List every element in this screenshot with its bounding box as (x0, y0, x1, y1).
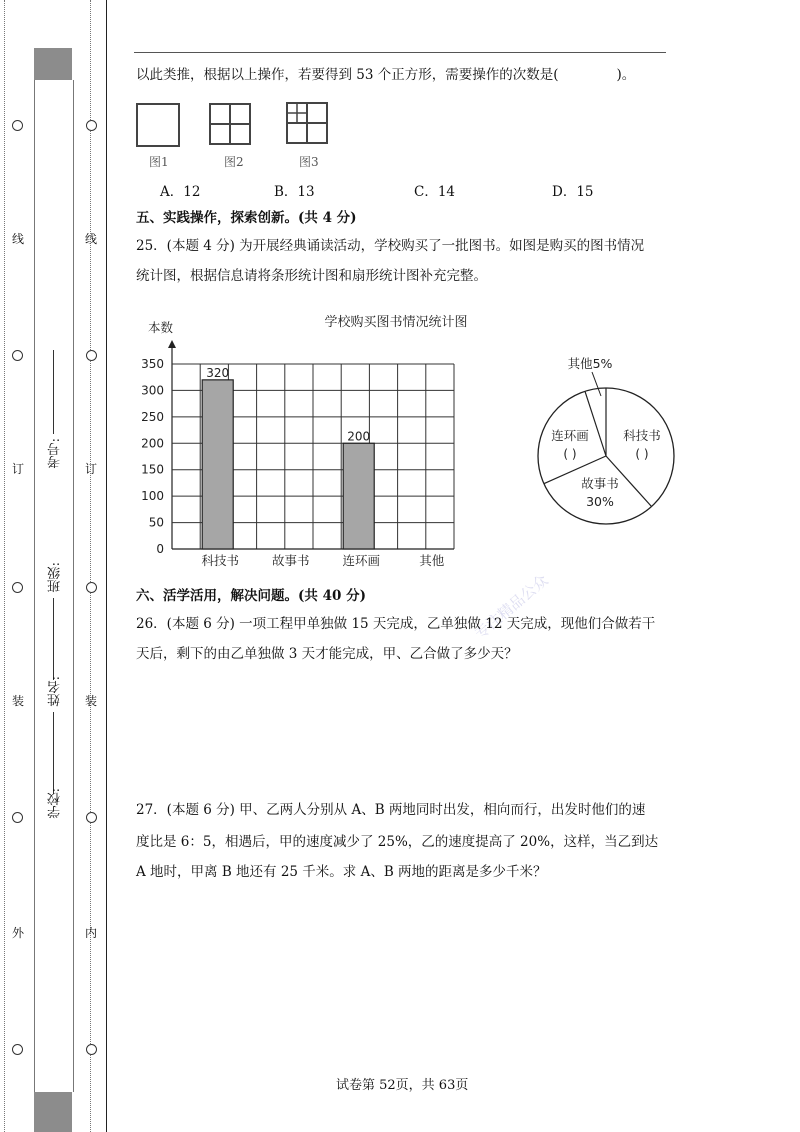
pie-label-science: 科技书 (623, 428, 661, 443)
binding-circle (12, 120, 23, 131)
chart-y-tick-label: 150 (141, 462, 164, 477)
q26-line-2: 天后，剩下的由乙单独做 3 天才能完成，甲、乙合做了多少天？ (136, 646, 518, 662)
figure-1-label: 图1 (149, 155, 169, 169)
inner-mark-zhuang: 装 (84, 694, 97, 708)
inner-mark-ding: 订 (84, 462, 97, 476)
chart-y-tick-label: 0 (156, 542, 164, 556)
chart-x-tick-label: 连环画 (342, 553, 381, 568)
chart-bar (202, 380, 233, 549)
q24-option-b[interactable]: B．13 (274, 184, 315, 200)
top-rule (134, 52, 666, 53)
chart-y-tick-label: 100 (141, 489, 164, 504)
binding-circle (12, 1044, 23, 1055)
q25-line-1: 25．(本题 4 分) 为开展经典诵读活动，学校购买了一批图书。如图是购买的图书情况 (136, 238, 645, 254)
outer-dotted-line (4, 0, 6, 1132)
q27-line-2: 度比是 6：5，相遇后，甲的速度减少了 25%，乙的速度提高了 20%，这样，当乙到达 (136, 834, 659, 850)
q24-option-d[interactable]: D．15 (552, 184, 594, 200)
binding-circle (12, 582, 23, 593)
chart-y-tick-label: 250 (141, 409, 164, 424)
binding-circle (86, 582, 97, 593)
outer-mark-ding: 订 (11, 462, 24, 476)
pie-label-comic: 连环画 (551, 428, 589, 443)
inner-dotted-line (90, 0, 92, 1132)
margin-gray-block-bottom (34, 1092, 72, 1132)
outer-mark-wai: 外 (11, 926, 24, 940)
figure-1-square (136, 103, 180, 147)
q24-option-c[interactable]: C．14 (414, 184, 456, 200)
figure-3-drawing (285, 101, 331, 147)
figure-2-label: 图2 (224, 155, 244, 169)
q25-line-2: 统计图，根据信息请将条形统计图和扇形统计图补充完整。 (136, 268, 487, 284)
q27-line-3: A 地时，甲离 B 地还有 25 千米。求 A、B 两地的距离是多少千米？ (136, 864, 547, 880)
pie-label-story: 故事书 (581, 476, 619, 491)
outer-mark-xian: 线 (11, 232, 24, 246)
binding-circle (86, 120, 97, 131)
q26-line-1: 26．(本题 6 分) 一项工程甲单独做 15 天完成，乙单独做 12 天完成，现他们合做若干 (136, 616, 656, 632)
page-footer: 试卷第 52页，共 63页 (336, 1078, 469, 1093)
chart-y-axis-label: 本数 (148, 320, 174, 335)
inner-mark-xian: 线 (84, 232, 97, 246)
statistics-figure (130, 300, 690, 580)
field-label-school: 学校: (48, 788, 63, 819)
chart-title: 学校购买图书情况统计图 (324, 315, 468, 330)
pie-blank-comic: ( ) (563, 447, 577, 461)
statistics-chart-svg (130, 300, 690, 580)
q26-answer-area[interactable] (136, 672, 666, 792)
binding-circle (12, 350, 23, 361)
q27-answer-area[interactable] (136, 892, 666, 1062)
watermark: 专注精品公众 (471, 571, 552, 643)
field-blank-class[interactable] (53, 598, 54, 680)
figure-3-label: 图3 (299, 155, 319, 169)
field-label-class: 班级: (48, 562, 63, 593)
section-6-heading: 六、活学活用，解决问题。(共 40 分) (136, 588, 366, 604)
figure-2-drawing (209, 103, 253, 147)
field-blank-exam-no[interactable] (53, 350, 54, 434)
chart-x-tick-label: 科技书 (201, 553, 240, 568)
q24-option-a[interactable]: A．12 (160, 184, 201, 200)
chart-y-tick-label: 50 (148, 515, 164, 530)
inner-mark-nei: 内 (84, 926, 97, 940)
chart-y-tick-label: 350 (141, 357, 164, 371)
binding-circle (12, 812, 23, 823)
binding-circle (86, 1044, 97, 1055)
pie-blank-science: ( ) (635, 447, 649, 461)
outer-mark-zhuang: 装 (11, 694, 24, 708)
margin-gray-block-top (34, 48, 72, 80)
chart-data-label: 200 (347, 429, 371, 444)
chart-bar (343, 443, 374, 549)
pie-label-other: 其他5% (567, 356, 613, 371)
chart-x-tick-label: 其他 (419, 553, 445, 568)
q24-stem: 以此类推，根据以上操作，若要得到 53 个正方形，需要操作的次数是( )。 (136, 67, 636, 83)
q27-line-1: 27．(本题 6 分) 甲、乙两人分别从 A、B 两地同时出发，相向而行，出发时他们的速 (136, 802, 646, 818)
content-edge-line (106, 0, 107, 1132)
chart-x-tick-label: 故事书 (272, 553, 310, 568)
chart-y-tick-label: 200 (141, 436, 164, 451)
binding-circle (86, 812, 97, 823)
field-blank-name[interactable] (53, 712, 54, 794)
binding-circle (86, 350, 97, 361)
field-label-name: 姓名: (48, 676, 63, 707)
section-5-heading: 五、实践操作，探索创新。(共 4 分) (136, 210, 357, 226)
chart-y-axis-arrow (168, 340, 176, 348)
figure-3-square (285, 101, 331, 151)
chart-y-tick-label: 300 (141, 383, 164, 398)
pie-percent-story: 30% (586, 494, 614, 509)
field-label-exam-no: 考号: (48, 438, 63, 469)
figure-2-square (209, 103, 253, 151)
chart-data-label: 320 (206, 365, 230, 380)
